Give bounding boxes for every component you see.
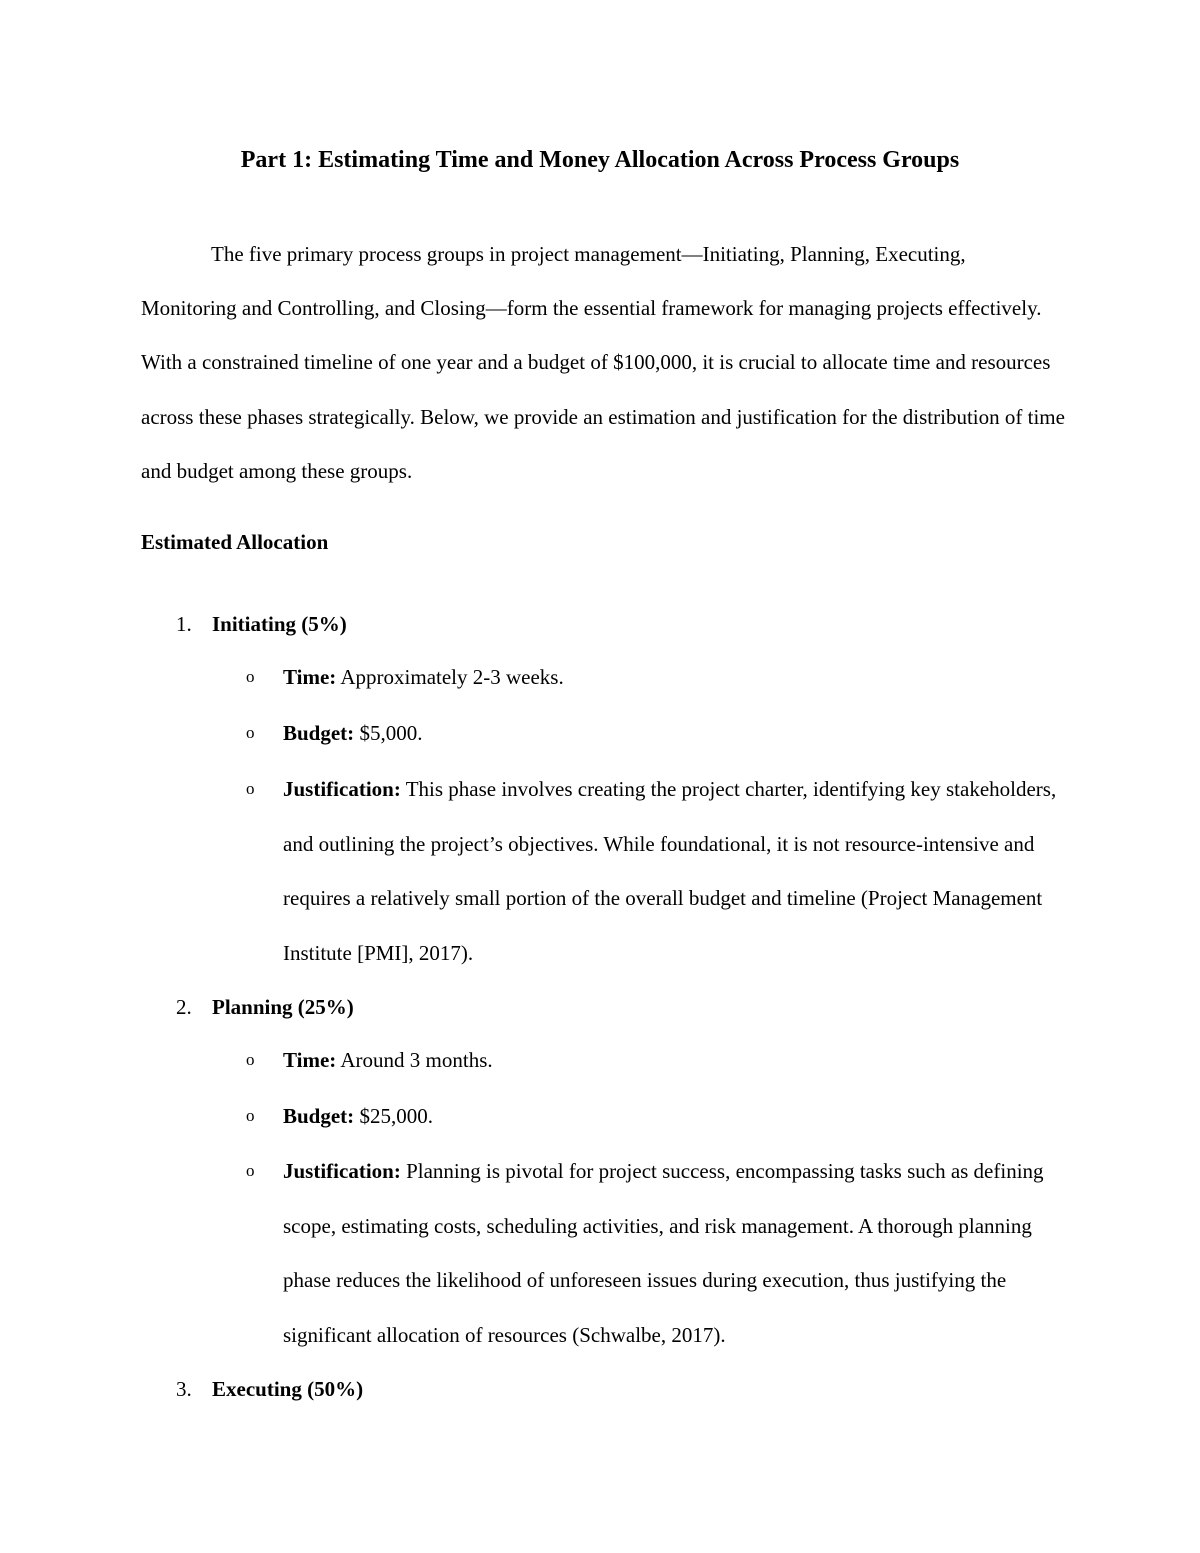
list-item-label: Initiating (5%) [212, 612, 347, 636]
sub-item-budget [246, 706, 1066, 761]
list-item-initiating [176, 606, 347, 642]
sub-item-value: Approximately 2-3 weeks. [336, 665, 564, 689]
sub-item-value: This phase involves creating the project charter, identifying key stakeholders, and outlining the project’s objectives. While foundational, it is not resource-intensive and requires a relatively small portion of the overall budget and timeline (Project Management Institute [PMI], 2017). [283, 777, 1057, 965]
document-title: Part 1: Estimating Time and Money Allocation Across Process Groups [240, 147, 960, 173]
list-item-planning [176, 989, 354, 1025]
list-item-executing [176, 1371, 363, 1407]
bullet-marker: o [246, 1050, 255, 1069]
list-number: 2. [176, 995, 192, 1019]
sub-item-key: Budget: [283, 1104, 355, 1128]
bullet-marker: o [246, 1106, 255, 1125]
sub-item-value: $25,000. [354, 1104, 433, 1128]
sub-item-value: Planning is pivotal for project success, encompassing tasks such as defining scope, estimating costs, scheduling activities, and risk management. A thorough planning phase reduces the likelihood of unforeseen issues during execution, thus justifying the significant allocation of resources (Schwalbe, 2017). [283, 1159, 1044, 1347]
sub-item-time [246, 1033, 1066, 1088]
sub-item-time [246, 650, 1066, 705]
list-number: 1. [176, 612, 192, 636]
sub-item-key: Justification: [283, 1159, 401, 1183]
bullet-marker: o [246, 1161, 255, 1180]
sub-item-key: Budget: [283, 721, 355, 745]
list-item-label: Executing (50%) [212, 1377, 364, 1401]
intro-paragraph [141, 227, 1066, 498]
bullet-marker: o [246, 723, 255, 742]
sub-item-value: $5,000. [354, 721, 423, 745]
bullet-marker: o [246, 667, 255, 686]
list-number: 3. [176, 1377, 192, 1401]
sub-item-justification [246, 1144, 1066, 1362]
bullet-marker: o [246, 779, 255, 798]
sub-item-budget [246, 1089, 1066, 1144]
sub-item-key: Time: [283, 665, 337, 689]
sub-item-key: Justification: [283, 777, 401, 801]
intro-text: The five primary process groups in project management—Initiating, Planning, Executing, Monitoring and Controlling, and Closing—form the essential framework for managing projects effectively. With a constrained timeline of one year and a budget of $100,000, it is crucial to allocate time and resources across these phases strategically. Below, we provide an estimation and justification for the distribution of time and budget among these groups. [141, 242, 1065, 483]
sub-item-justification [246, 762, 1066, 980]
sub-item-value: Around 3 months. [336, 1048, 493, 1072]
section-heading: Estimated Allocation [141, 530, 329, 554]
sub-item-key: Time: [283, 1048, 337, 1072]
list-item-label: Planning (25%) [212, 995, 354, 1019]
